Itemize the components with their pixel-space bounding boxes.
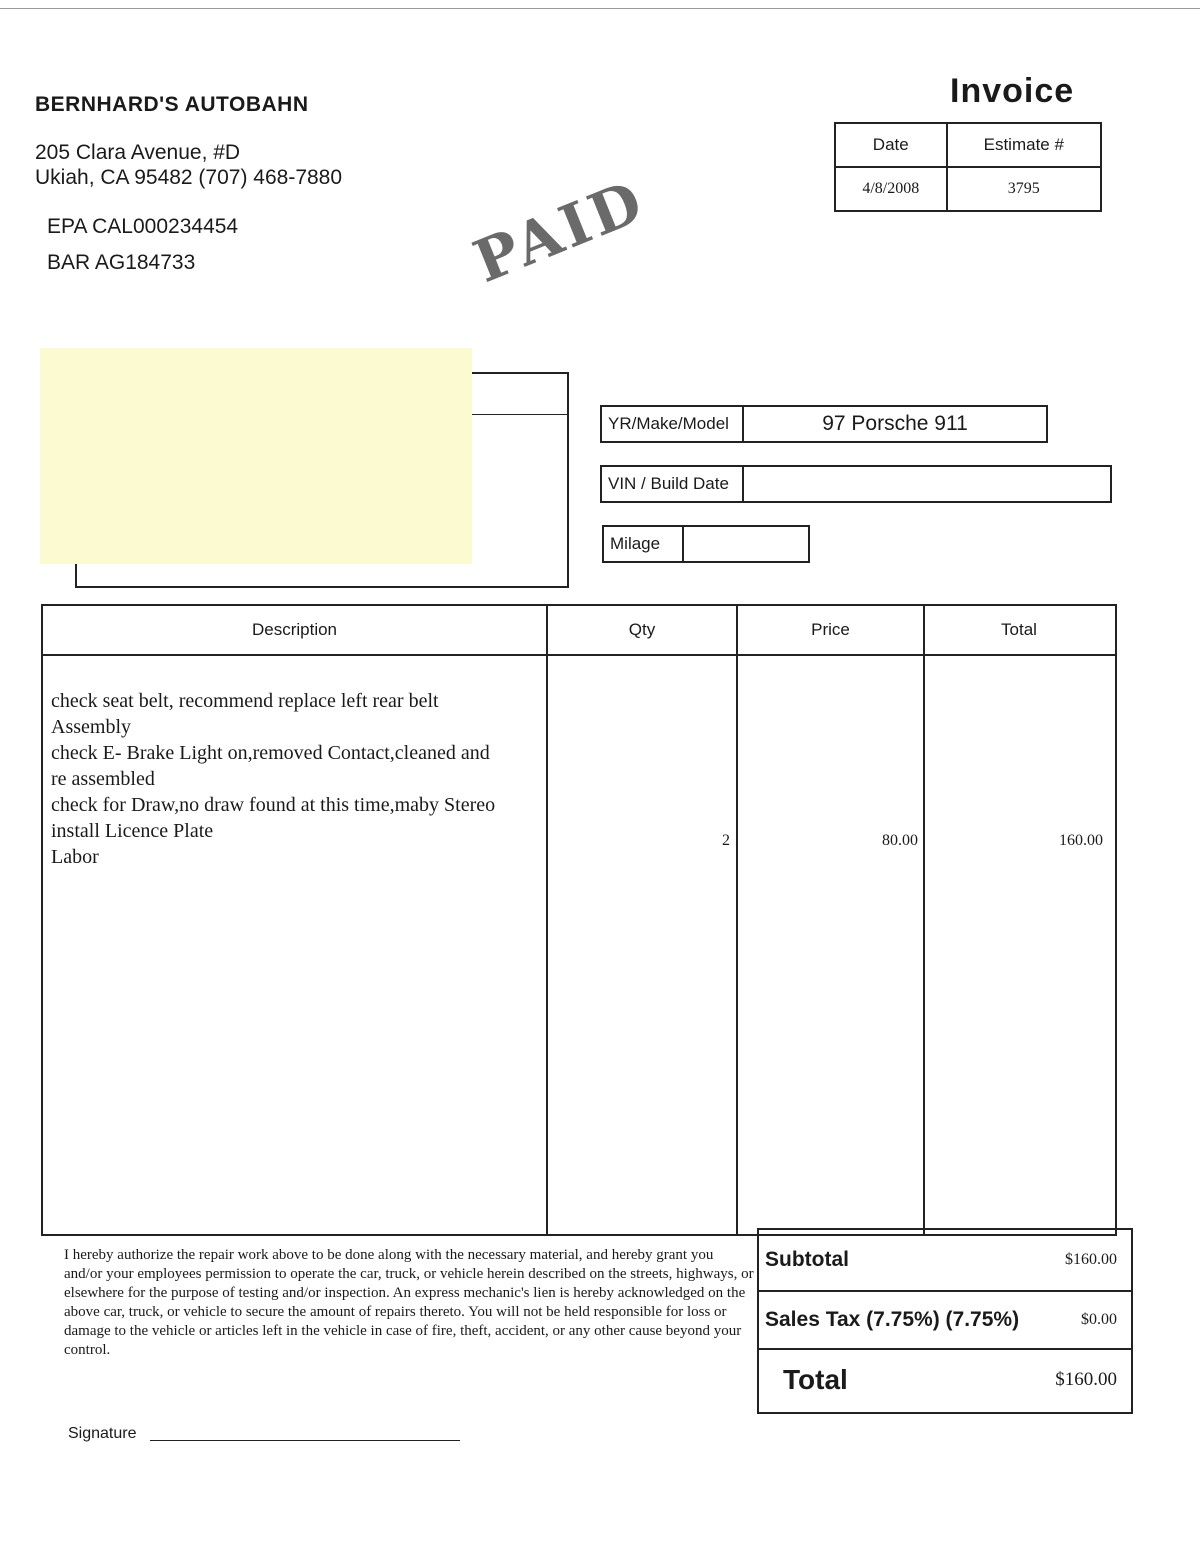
subtotal-amount: $160.00 (1065, 1251, 1117, 1268)
tax-label: Sales Tax (7.75%) (7.75%) (765, 1308, 1020, 1331)
subtotal-label: Subtotal (765, 1248, 849, 1271)
description-line: check E- Brake Light on,removed Contact,cleaned and (51, 742, 490, 764)
vehicle-model-label: YR/Make/Model (602, 407, 744, 441)
vin-value (744, 467, 1110, 501)
total-label: Total (783, 1364, 848, 1395)
totals-box (757, 1228, 1133, 1414)
column-divider (923, 606, 925, 1234)
estimate-number: 3795 (947, 167, 1101, 211)
description-line: install Licence Plate (51, 820, 214, 842)
company-address-line2: Ukiah, CA 95482 (707) 468-7880 (35, 166, 343, 189)
paid-stamp: PAID (464, 166, 655, 296)
column-divider (736, 606, 738, 1234)
epa-number: EPA CAL000234454 (47, 215, 239, 238)
line-item-price: 80.00 (882, 832, 918, 849)
mileage-value (684, 527, 808, 561)
subtotal-row (759, 1230, 1131, 1290)
vin-label: VIN / Build Date (602, 467, 744, 501)
scan-top-edge (0, 8, 1200, 9)
tax-row (759, 1292, 1131, 1348)
signature-line (150, 1440, 460, 1441)
redaction-sticker (40, 348, 472, 564)
description-header: Description (251, 620, 338, 639)
total-amount: $160.00 (1055, 1369, 1117, 1390)
column-divider (546, 606, 548, 1234)
qty-header: Qty (628, 620, 656, 639)
signature-label: Signature (68, 1425, 137, 1442)
company-address-line1: 205 Clara Avenue, #D (35, 141, 241, 164)
description-line: check for Draw,no draw found at this time,maby Stereo (51, 794, 496, 816)
vin-field (600, 465, 1112, 503)
description-line: Labor (51, 846, 99, 868)
line-item-total: 160.00 (1059, 832, 1103, 849)
company-name: BERNHARD'S AUTOBAHN (35, 93, 309, 116)
header-divider (43, 654, 1115, 656)
vehicle-model-field (600, 405, 1048, 443)
line-items-table (41, 604, 1117, 1236)
invoice-date: 4/8/2008 (835, 167, 947, 211)
tax-amount: $0.00 (1081, 1311, 1117, 1328)
line-item-description (51, 688, 541, 870)
description-line: re assembled (51, 768, 155, 790)
invoice-title: Invoice (950, 72, 1075, 110)
mileage-label: Milage (604, 527, 684, 561)
description-line: check seat belt, recommend replace left rear belt (51, 690, 439, 712)
price-header: Price (811, 620, 850, 639)
authorization-terms: I hereby authorize the repair work above to be done along with the necessary material, and hereby grant you and/or your employees permission to operate the car, truck, or vehicle herein described on the streets, highways, or elsewhere for the purpose of testing and/or inspection. An express mechanic's lien is hereby acknowledged on the above car, truck, or vehicle to secure the amount of repairs thereto. You will not be held responsible for loss or damage to the vehicle or articles left in the vehicle in case of fire, theft, accident, or any other cause beyond your control. (64, 1247, 754, 1358)
total-header: Total (1001, 620, 1037, 639)
mileage-field (602, 525, 810, 563)
estimate-header: Estimate # (947, 123, 1101, 167)
total-row (759, 1350, 1131, 1410)
vehicle-model-value: 97 Porsche 911 (822, 412, 968, 435)
description-line: Assembly (51, 716, 131, 738)
date-header: Date (835, 123, 947, 167)
invoice-meta-table (834, 122, 1102, 212)
line-item-qty: 2 (722, 832, 730, 849)
bar-number: BAR AG184733 (47, 251, 196, 274)
